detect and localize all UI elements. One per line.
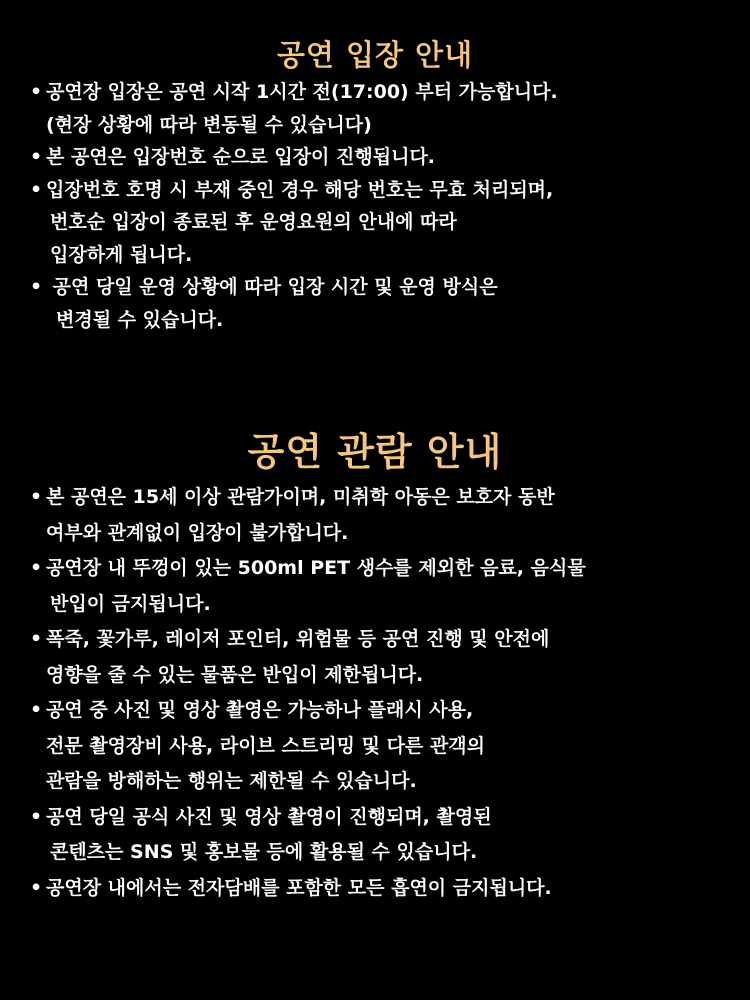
viewing-guide-item	[30, 800, 730, 871]
bullet-text: 공연장 입장은 공연 시작 1시간 전(17:00) 부터 가능합니다.	[46, 81, 558, 103]
bullet-line: 콘텐츠는 SNS 및 홍보물 등에 활용될 수 있습니다.	[50, 841, 478, 863]
bullet-text: 공연 당일 공식 사진 및 영상 촬영이 진행되며, 촬영된	[46, 805, 492, 828]
bullet-line	[30, 693, 730, 729]
bullet-line: 관람을 방해하는 행위는 제한될 수 있습니다.	[46, 770, 417, 792]
bullet-dot: •	[30, 486, 43, 508]
bullet-text: 폭죽, 꽃가루, 레이저 포인터, 위험물 등 공연 진행 및 안전에	[46, 628, 550, 650]
entry-guide-item	[30, 141, 730, 174]
bullet-line: 영향을 줄 수 있는 물품은 반입이 제한됩니다.	[46, 663, 424, 686]
bullet-text: 본 공연은 입장번호 순으로 입장이 진행됩니다.	[46, 146, 436, 168]
viewing-guide-list	[30, 480, 730, 906]
bullet-line: 전문 촬영장비 사용, 라이브 스트리밍 및 다른 관객의	[46, 734, 485, 757]
bullet-line	[30, 271, 730, 304]
bullet-dot: •	[30, 146, 43, 168]
bullet-dot: •	[30, 628, 43, 650]
bullet-line: 변경될 수 있습니다.	[56, 308, 224, 331]
bullet-text: 공연 중 사진 및 영상 촬영은 가능하나 플래시 사용,	[46, 699, 474, 721]
bullet-line: 반입이 금지됩니다.	[50, 592, 211, 615]
bullet-line	[30, 174, 730, 207]
bullet-dot: •	[30, 178, 43, 201]
entry-guide-item	[30, 76, 730, 141]
bullet-text: 공연장 내에서는 전자담배를 포함한 모든 흡연이 금지됩니다.	[46, 876, 552, 899]
bullet-text: 공연 당일 운영 상황에 따라 입장 시간 및 운영 방식은	[52, 276, 498, 298]
bullet-line	[30, 551, 730, 587]
viewing-guide-item	[30, 480, 730, 551]
viewing-guide-item	[30, 622, 730, 693]
bullet-line	[30, 871, 730, 907]
bullet-line	[30, 622, 730, 658]
entry-guide-item	[30, 271, 730, 336]
bullet-line: 번호순 입장이 종료된 후 운영요원의 안내에 따라	[50, 211, 457, 233]
bullet-text: 입장번호 호명 시 부재 중인 경우 해당 번호는 무효 처리되며,	[46, 178, 554, 201]
entry-guide-title: 공연 입장 안내	[276, 38, 474, 73]
bullet-dot: •	[30, 876, 43, 899]
bullet-line: (현장 상황에 따라 변동될 수 있습니다)	[46, 113, 372, 136]
bullet-line	[30, 800, 730, 836]
bullet-line	[30, 480, 730, 516]
viewing-guide-title: 공연 관람 안내	[247, 430, 503, 475]
entry-guide-item	[30, 174, 730, 272]
bullet-line: 여부와 관계없이 입장이 불가합니다.	[46, 521, 349, 544]
bullet-text: 공연장 내 뚜껑이 있는 500ml PET 생수를 제외한 음료, 음식물	[46, 557, 586, 579]
bullet-text: 본 공연은 15세 이상 관람가이며, 미취학 아동은 보호자 동반	[46, 486, 555, 508]
bullet-dot: •	[30, 557, 43, 579]
bullet-line	[30, 76, 730, 109]
bullet-line: 입장하게 됩니다.	[50, 243, 193, 266]
viewing-guide-item	[30, 551, 730, 622]
viewing-guide-item	[30, 693, 730, 800]
bullet-line	[30, 141, 730, 174]
bullet-dot: •	[30, 81, 43, 103]
viewing-guide-item	[30, 871, 730, 907]
bullet-dot: •	[30, 699, 43, 721]
entry-guide-list	[30, 76, 730, 336]
bullet-dot: •	[30, 276, 43, 298]
bullet-dot: •	[30, 805, 43, 828]
